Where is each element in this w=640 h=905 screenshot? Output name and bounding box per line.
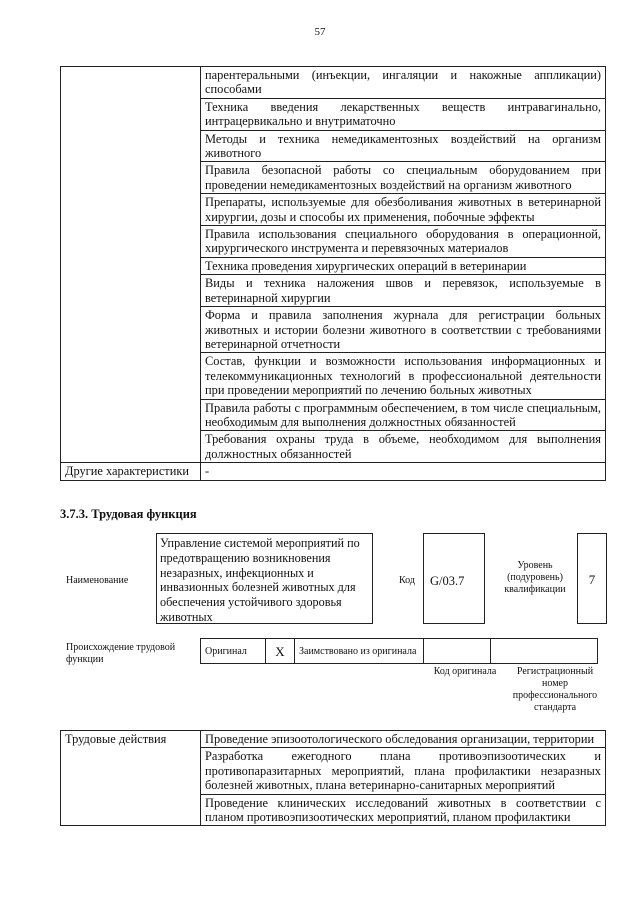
knowledge-table: [60, 66, 606, 481]
name-label: Наименование: [66, 575, 129, 586]
original-code-cell: [424, 639, 491, 664]
knowledge-item: Техника проведения хирургических операций в ветеринарии: [201, 257, 606, 274]
knowledge-item: парентеральными (инъекции, ингаляции и накожные аппликации) способами: [201, 67, 606, 99]
function-name: Управление системой мероприятий по предотвращению возникновения незаразных, инфекционных и инвазионных болезней животных для обеспечения устойчивого здоровья животных: [156, 533, 373, 624]
reg-number-cell: [491, 639, 598, 664]
function-code: G/03.7: [423, 533, 485, 624]
knowledge-item: Состав, функции и возможности использования информационных и телекоммуникационных технологий в профессиональной деятельности при проведении мероприятий по лечению больных животных: [201, 353, 606, 399]
other-row: [61, 463, 606, 480]
origin-label: Происхождение трудовой функции: [66, 642, 176, 665]
knowledge-row: [61, 67, 606, 99]
other-value: -: [201, 463, 606, 480]
knowledge-item: Методы и техника немедикаментозных воздействий на организм животного: [201, 130, 606, 162]
actions-label: Трудовые действия: [61, 731, 201, 826]
knowledge-item: Техника введения лекарственных веществ интравагинально, интрацервикально и внутриматочно: [201, 98, 606, 130]
knowledge-label-cell: [61, 67, 201, 463]
page-number: 57: [314, 26, 326, 38]
other-label: Другие характеристики: [61, 463, 201, 480]
reg-number-caption: Регистрационный номер профессионального стандарта: [512, 666, 598, 713]
knowledge-item: Правила использования специального оборудования в операционной, хирургического инструмента и перевязочных материалов: [201, 226, 606, 258]
action-row: [61, 731, 606, 748]
qualification-level: 7: [577, 533, 607, 624]
knowledge-item: Форма и правила заполнения журнала для регистрации больных животных и истории болезни животного в соответствии с требованиями ветеринарной отчетности: [201, 307, 606, 353]
original-mark: X: [266, 639, 295, 664]
action-item: Проведение клинических исследований животных в соответствии с планом противоэпизоотических мероприятий, планом профилактики: [201, 794, 606, 826]
knowledge-item: Требования охраны труда в объеме, необходимом для выполнения должностных обязанностей: [201, 431, 606, 463]
code-label: Код: [399, 575, 415, 586]
actions-table: [60, 730, 606, 826]
code-original-caption: Код оригинала: [433, 666, 497, 677]
action-item: Разработка ежегодного плана противоэпизоотических и противопаразитарных мероприятий, плана профилактики незаразных болезней животных, плана ветеринарно-санитарных мероприятий: [201, 748, 606, 794]
level-label: Уровень (подуровень) квалификации: [504, 560, 566, 595]
action-item: Проведение эпизоотологического обследования организации, территории: [201, 731, 606, 748]
knowledge-item: Правила безопасной работы со специальным оборудованием при проведении немедикаментозных воздействий на организм животного: [201, 162, 606, 194]
knowledge-item: Виды и техника наложения швов и перевязок, используемые в ветеринарной хирургии: [201, 275, 606, 307]
knowledge-item: Правила работы с программным обеспечением, в том числе специальным, необходимым для выполнения должностных обязанностей: [201, 399, 606, 431]
borrowed-label: Заимствовано из оригинала: [295, 639, 424, 664]
original-label: Оригинал: [201, 639, 266, 664]
origin-table: [200, 638, 598, 664]
knowledge-item: Препараты, используемые для обезболивания животных в ветеринарной хирургии, дозы и способы их применения, побочные эффекты: [201, 194, 606, 226]
section-heading: 3.7.3. Трудовая функция: [60, 507, 197, 521]
